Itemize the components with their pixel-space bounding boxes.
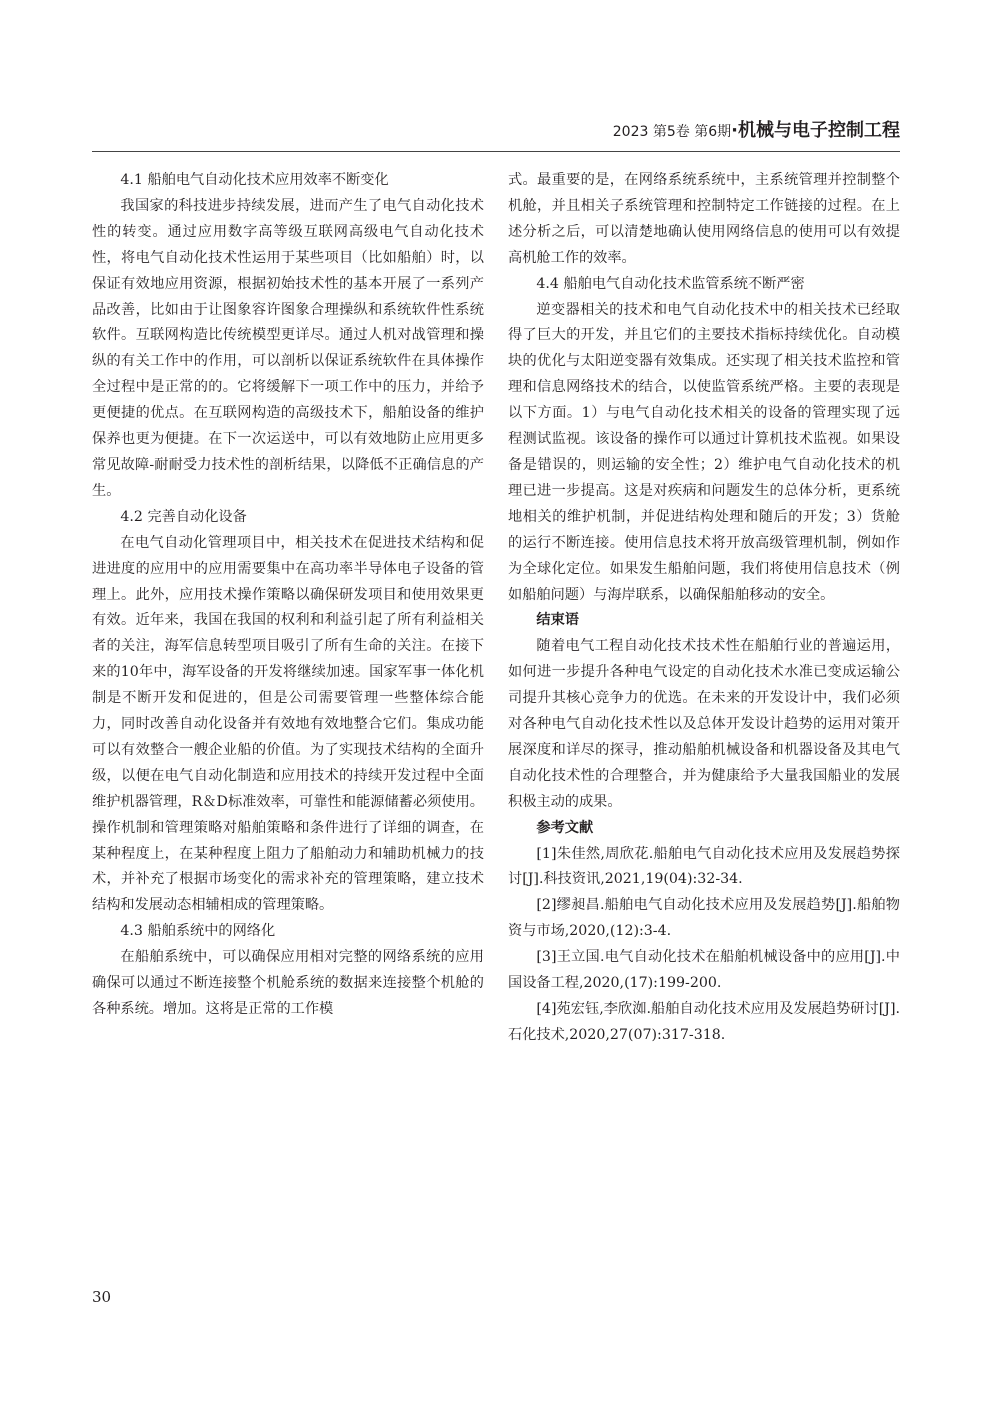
reference-item: [3]王立国.电气自动化技术在船舶机械设备中的应用[J].中国设备工程,2020,(17):199-200. xyxy=(508,949,900,992)
paragraph: 我国家的科技进步持续发展，进而产生了电气自动化技术性的转变。通过应用数字高等级互联网高级电气自动化技术性，将电气自动化技术性运用于某些项目（比如船舶）时，以保证有效地应用资源，根据初始技术性的基本开展了一系列产品改善，比如由于让图象容许图象合理操纵和系统软件性系统软件。互联网构造比传统模型更详尽。通过人机对战管理和操纵的有关工作中的作用，可以剖析以保证系统软件在具体操作全过程中是正常的的。它将缓解下一项工作中的压力，并给予更便捷的优点。在互联网构造的高级技术下，船舶设备的维护保养也更为便捷。在下一次运送中，可以有效地防止应用更多常见故障-耐耐受力技术性的剖析结果，以降低不正确信息的产生。 xyxy=(92,197,484,499)
reference-item: [2]缪昶昌.船舶电气自动化技术应用及发展趋势[J].船舶物资与市场,2020,(12):3-4. xyxy=(508,897,900,940)
section-heading-4-3: 4.3 船舶系统中的网络化 xyxy=(120,923,276,940)
reference-item: [4]苑宏钰,李欣洳.船舶自动化技术应用及发展趋势研讨[J].石化技术,2020,27(07):317-318. xyxy=(508,1001,900,1043)
header-volume: 第5卷 xyxy=(652,124,690,140)
paragraph: 随着电气工程自动化技术技术性在船舶行业的普遍运用，如何进一步提升各种电气设定的自动化技术水准已变成运输公司提升其核心竞争力的优选。在未来的开发设计中，我们必须对各种电气自动化技术性以及总体开发设计趋势的运用对策开展深度和详尽的探寻，推动船舶机械设备和机器设备及其电气自动化技术性的合理整合，并为健康给予大量我国船业的发展积极主动的成果。 xyxy=(508,638,900,810)
references-heading: 参考文献 xyxy=(536,819,594,836)
section-heading-4-4: 4.4 船舶电气自动化技术监管系统不断严密 xyxy=(536,275,805,292)
header-year: 2023 xyxy=(612,124,649,140)
section-heading-4-1: 4.1 船舶电气自动化技术应用效率不断变化 xyxy=(120,172,389,188)
header-separator: · xyxy=(731,120,738,141)
conclusion-heading: 结束语 xyxy=(536,612,579,629)
paragraph: 在电气自动化管理项目中，相关技术在促进技术结构和促进进度的应用中的应用需要集中在高功率半导体电子设备的管理上。此外，应用技术操作策略以确保研发项目和使用效果更有效。近年来，我国在我国的权利和利益引起了所有利益相关者的关注，海军信息转型项目吸引了所有生命的关注。在接下来的10年中，海军设备的开发将继续加速。国家军事一体化机制是不断开发和促进的，但是公司需要管理一些整体综合能力，同时改善自动化设备并有效地有效地整合它们。集成功能可以有效整合一艘企业船的价值。为了实现技术结构的全面升级，以便在电气自动化制造和应用技术的持续开发过程中全面维护机器管理，R＆D标准效率，可靠性和能源储蓄必须使用。操作机制和管理策略对船舶策略和条件进行了详细的调查，在某种程度上，在某种程度上阻力了船舶动力和辅助机械力的技术，并补充了根据市场变化的需求补充的管理策略，建立技术结构和发展动态相辅相成的管理策略。 xyxy=(92,534,484,914)
reference-item: [1]朱佳然,周欣花.船舶电气自动化技术应用及发展趋势探讨[J].科技资讯,2021,19(04):32-34. xyxy=(508,845,900,888)
left-column xyxy=(92,168,484,1023)
paragraph: 逆变器相关的技术和电气自动化技术中的相关技术已经取得了巨大的开发，并且它们的主要技术指标持续优化。自动模块的优化与太阳逆变器有效集成。还实现了相关技术监控和管理和信息网络技术的结合，以使监管系统严格。主要的表现是以下方面。1）与电气自动化技术相关的设备的管理实现了远程测试监视。该设备的操作可以通过计算机技术监视。如果设备是错误的，则运输的安全性；2）维护电气自动化技术的机理已进一步提高。这是对疾病和问题发生的总体分析，更系统地相关的维护机制，并促进结构处理和随后的开发；3）货舱的运行不断连接。使用信息技术将开放高级管理机制，例如作为全球化定位。如果发生船舶问题，我们将使用信息技术（例如船舶问题）与海岸联系，以确保船舶移动的安全。 xyxy=(508,301,900,603)
paragraph-continued: 式。最重要的是，在网络系统系统中，主系统管理并控制整个机舱，并且相关子系统管理和控制特定工作链接的过程。在上述分析之后，可以清楚地确认使用网络信息的使用可以有效提高机舱工作的效率。 xyxy=(508,172,900,266)
header-rule xyxy=(92,151,900,152)
section-heading-4-2: 4.2 完善自动化设备 xyxy=(120,508,247,525)
right-column xyxy=(508,168,900,1049)
header-issue: 第6期 xyxy=(694,124,732,140)
running-header xyxy=(92,118,900,144)
paragraph: 在船舶系统中，可以确保应用相对完整的网络系统的应用确保可以通过不断连接整个机舱系统的数据来连接整个机舱的各种系统。增加。这将是正常的工作模 xyxy=(92,949,484,1017)
page-number: 30 xyxy=(92,1288,112,1306)
header-journal-title: 机械与电子控制工程 xyxy=(738,120,900,141)
